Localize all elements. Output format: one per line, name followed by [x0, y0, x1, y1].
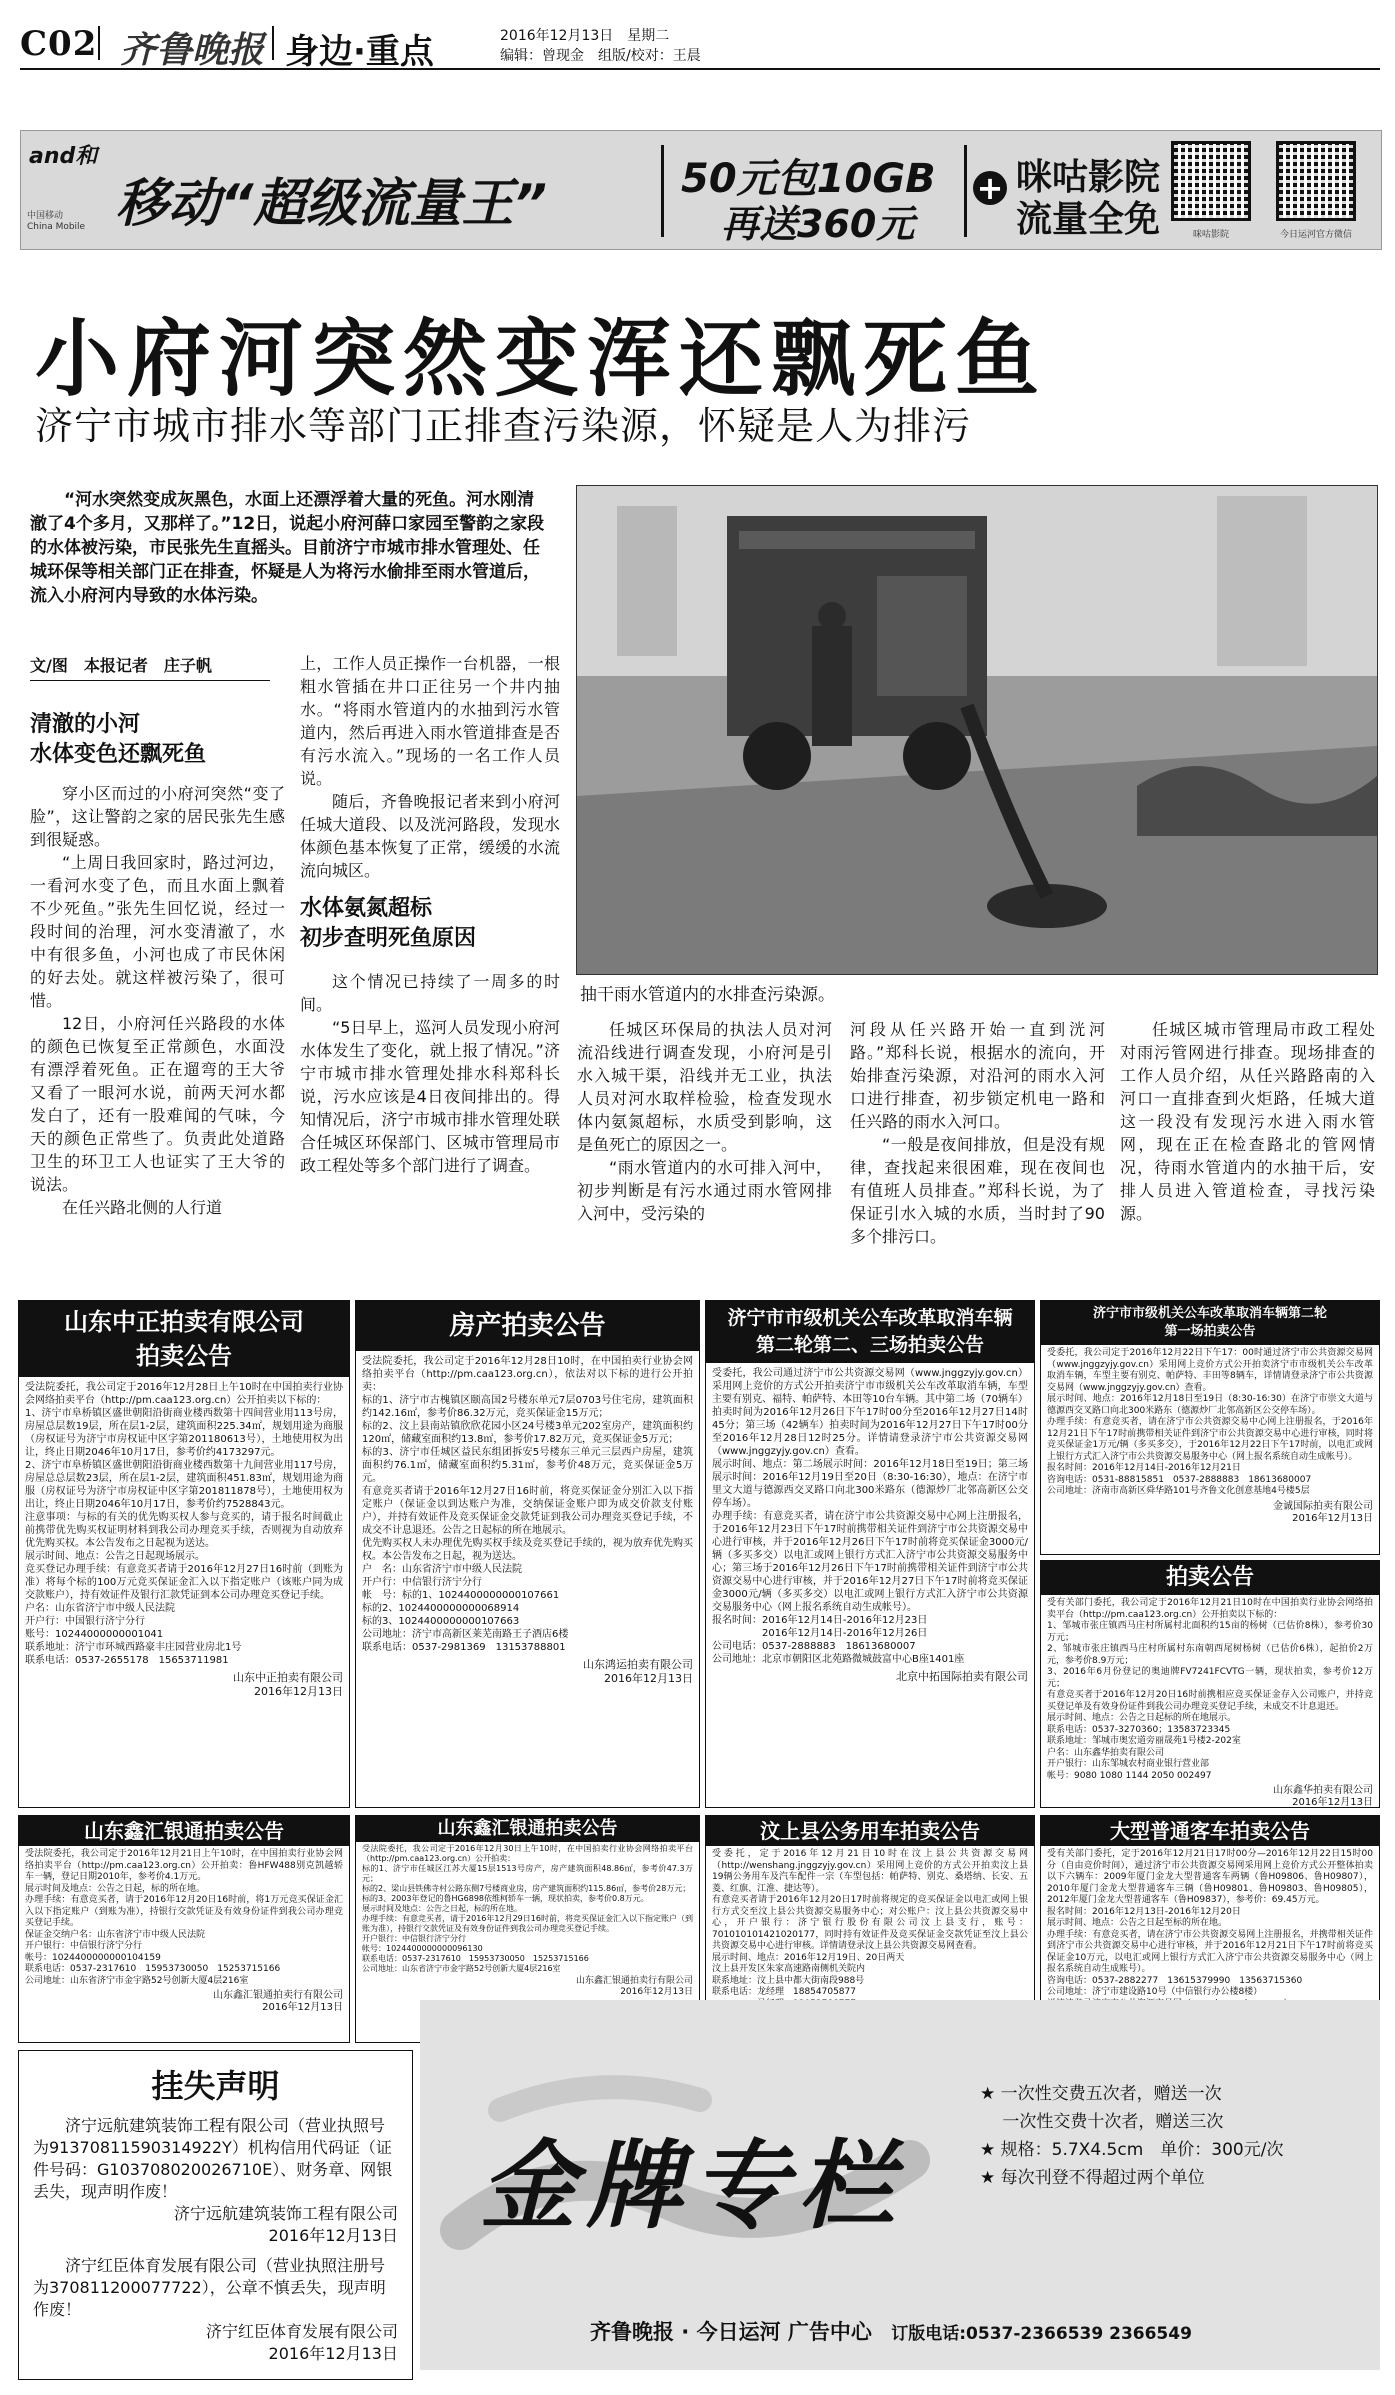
article-column-4 [850, 1018, 1105, 1248]
ad-title-line: 拍卖公告 [136, 1342, 232, 1370]
ad-zhongzheng-auction [18, 1300, 350, 1808]
ad-paragraph: 联系电话：0537-2655178 15653711981 [25, 1655, 229, 1666]
ad-sign-company: 山东鑫华拍卖有限公司 [1273, 1785, 1373, 1796]
ad-paragraph: 开户行：中国银行济宁分行 [25, 1616, 145, 1627]
ad-paragraph: 联系电话：0537-2317610 15953730050 15253715166 [25, 1964, 281, 1974]
qr-code-icon [1171, 141, 1251, 221]
ad-paragraph: 公司地址：山东省济宁市金宇路52号创新大厦4层216室 [25, 1975, 249, 1986]
ad-paragraph: 竞买登记办理手续：有意竞买者请于2016年12月27日16时前（到账为准）将每个标的100万元竞买保证金汇入以下指定账户（该账户同为成交款账户），持有效证件及银行汇款凭证到本公司办理竞买登记手续。 [25, 1564, 343, 1601]
lead-paragraph: “河水突然变成灰黑色，水面上还漂浮着大量的死鱼。河水刚清澈了4个多月，又那样了。”12日，说起小府河薛口家园至警韵之家段的水体被污染，市民张先生直摇头。目前济宁市城市排水管理处、任城环保等相关部门正在排查，怀疑是人为将污水偷排至雨水管道后，流入小府河内导致的水体污染。 [30, 490, 545, 606]
ad-paragraph: 标的1、济宁市古槐镇区颐高国2号楼东单元7层0703号住宅房，建筑面积约142.16㎡，参考价86.32万元，竞买保证金15万元； [362, 1395, 693, 1419]
news-photo [576, 485, 1378, 975]
page-header [20, 18, 1380, 70]
ad-sign-company: 山东鸿运拍卖有限公司 [583, 1658, 693, 1671]
paragraph: 12日，小府河任兴路段的水体的颜色已恢复至正常颜色，水面没有漂浮着死鱼。正在遛弯的王大爷又看了一眼河水说，前两天河水都发白了，还有一股难闻的气味，今天的颜色正常些了。负责此处道路卫生的环卫工人也证实了王大爷的说法。 [30, 1014, 285, 1194]
declaration-item: 济宁远航建筑装饰工程有限公司（营业执照号为91370811590314922Y）机构信用代码证（证件号码：G103708020026710E）、财务章、网银丢失，现声明作废！ [33, 2116, 393, 2201]
ad-title [706, 1301, 1034, 1363]
qr-code-icon [1276, 141, 1356, 221]
ad-sign-date: 2016年12月13日 [620, 1987, 693, 1997]
ad-perk-line1: 咪咕影院 [1016, 157, 1161, 198]
ad-paragraph: 受委托，我公司定于2016年12月22日下午17：00时通过济宁市公共资源交易网（www.jnggzyjy.gov.cn）采用网上竞价方式公开拍卖济宁市市级机关公车改革取消车辆，车型主要有别克、帕萨特、丰田等8辆车，详情请登录济宁市公共资源交易网（www.jnggzyjy.gov.cn）查看。 [1047, 1348, 1373, 1393]
ad-paragraph: 公司地址：山东省济宁市金宇路52号创新大厦4层216室 [362, 1964, 561, 1973]
ad-paragraph: 受有关部门委托，定于2016年12月21日17时00分—2016年12月22日15时00分（自由竞价时间），通过济宁市公共资源交易网采用网上竞价方式公开整体拍卖以下六辆车：2009年厦门金龙大型普通客车两辆（鲁H09806、鲁H09807），2010年厦门金龙大型普通客车三辆（鲁H09801、鲁H09803、鲁H09805），2012年厦门金龙大型普通客车（鲁H09837），参考价：69.45万元。 [1047, 1849, 1373, 1905]
ad-paragraph: 开户银行：中信银行济宁分行 [25, 1941, 143, 1951]
ad-center-name: 齐鲁晚报 · 今日运河 广告中心 [590, 2320, 872, 2344]
ad-body [19, 1846, 349, 1990]
ad-sign-company: 金诚国际拍卖有限公司 [1273, 1500, 1373, 1512]
ad-paragraph: 2016年12月14日-2016年12月26日 [712, 1628, 928, 1639]
plus-icon: + [973, 171, 1007, 205]
ad-offer-line2: 再送360元 [721, 202, 915, 246]
ad-sign-date: 2016年12月13日 [1292, 1797, 1373, 1808]
issue-date: 2016年12月13日 星期二 [500, 28, 670, 44]
declaration-item: 济宁红臣体育发展有限公司（营业执照注册号为370811200077722），公章不慎丢失，现声明作废！ [33, 2256, 386, 2319]
ad-sign-date: 2016年12月13日 [254, 1685, 343, 1698]
paragraph: “5日早上，巡河人员发现小府河水体发生了变化，就上报了情况。”济宁市城市排水管理处排水科郑科长说，污水应该是4日夜间排出的。得知情况后，济宁市城市排水管理处联合任城区环保部门、区城市管理局市政工程处等多个部门进行了调查。 [300, 1018, 560, 1175]
paragraph: “一般是夜间排放，但是没有规律，查找起来很困难，现在夜间也有值班人员排查。”郑科长说，为了保证引水入城的水质，当时封了90多个排污口。 [850, 1135, 1105, 1246]
ad-signature [356, 1658, 699, 1686]
page-number: C02 [20, 24, 98, 64]
ad-paragraph: 联系地址：汶上县中都大街南段988号 [712, 1975, 865, 1986]
ad-paragraph: 受法院委托，我公司定于2016年12月28日10时，在中国拍卖行业协会网络拍卖平台（http://pm.caa123.org.cn），依法对以下标的进行公开拍卖： [362, 1356, 693, 1393]
paragraph: “雨水管道内的水可排入河中，初步判断是有污水通过雨水管网排入河中，受污染的 [577, 1158, 832, 1223]
ad-paragraph: 受委托，定于2016年12月21日10时在汶上县公共资源交易网（http://wenshang.jnggzyjy.gov.cn）采用网上竞价的方式公开拍卖汶上县19辆公务用车及汽车配件一宗（车型包括：帕萨特、别克、桑塔纳、长安、五菱、红旗、江淮、捷达等）。 [712, 1849, 1028, 1894]
ad-title-line: 济宁市市级机关公车改革取消车辆第二轮 [1092, 1306, 1327, 1321]
qr-label: 咪咕影院 [1192, 230, 1229, 240]
header-divider [272, 26, 274, 60]
ad-title: 拍卖公告 [1041, 1561, 1379, 1595]
ad-paragraph: 联系地址：邹城市奥宏道旁丽晟苑1号楼2-202室 [1047, 1736, 1241, 1746]
ad-title: 房产拍卖公告 [356, 1301, 699, 1351]
booking-phone: 订版电话:0537-2366539 2366549 [891, 2324, 1192, 2344]
ad-paragraph: 咨询电话：0537-2882277 13615379990 13563715360 [1047, 1975, 1303, 1986]
ad-body [356, 1351, 699, 1658]
paragraph: 在任兴路北侧的人行道 [62, 1198, 223, 1217]
ad-paragraph: 展示时间及地点：公告之日起，标的所在地。 [25, 1883, 206, 1894]
ad-body [1041, 1345, 1379, 1501]
ad-paragraph: 报名时间：2016年12月14日-2016年12月23日 [712, 1615, 928, 1626]
term-item: ★ 规格：5.7X4.5cm 单价：300元/次 [980, 2140, 1284, 2160]
ad-paragraph: 有意竞买者请于2016年12月27日16时前，将竞买保证金分别汇入以下指定账户（保证金以到达账户为准，交纳保证金账户即为成交价款支付账户），并持有效证件及竞买保证金交款凭证到我公司办理竞买登记手续，不成交不计息退还。公告之日起标的所在地展示。 [362, 1486, 693, 1536]
ad-paragraph: 2、济宁市阜桥镇区盛世朝阳沿街商业楼西数第十九间营业用117号房，房屋总总层数23层，所在层1-2层，建筑面积451.83㎡，规划用途为商服（房权证号为济宁市房权证中区字第201811878号），土地使用权为出让，终止日期2046年10月17日，参考价约7528843元。 [25, 1460, 343, 1510]
ad-paragraph: 有意竞买者请于2016年12月20日17时前将规定的竞买保证金以电汇或网上银行方式交至汶上县公共资源交易服务中心；对公账户：汶上县公共资源交易中心，开户银行：济宁银行股份有限公司汶上县支行，账号：701010101421020177，同时持有效证件及竞买保证金交款凭证至汶上县公共资源交易中心进行审核。详情请登录汶上县公共资源交易网查看。 [712, 1895, 1028, 1951]
ad-paragraph: 展示时间、地点：公告之日起标的所在地展示。 [1047, 1713, 1237, 1723]
section-title: 身边·重点 [285, 32, 434, 72]
ad-paragraph: 注意事项：与标的有关的优先购买权人参与竞买的，请于报名时间截止前携带优先购买权证明材料到我公司办理竞买手续，否则视为自动放弃优先购买权。本公告发布之日起视为送达。 [25, 1512, 343, 1549]
ad-paragraph: 2、邹城市张庄镇西马庄村所属村东南朝西尾树杨树（已估价6株），起拍价2万元，参考价8.9万元； [1047, 1644, 1373, 1666]
ad-paragraph: 展示时间、地点：第二场展示时间：2016年12月18日至19日；第三场展示时间：2016年12月19日至20日（8:30-16:30），地点：在济宁市里文大道与德源西交叉路口向北300米路东（德源炒厂北邻高新区公交停车场）。 [712, 1459, 1028, 1509]
ad-paragraph: 公司地址：济宁市建设路10号（中信银行办公楼8楼） [1047, 1987, 1263, 1997]
ad-paragraph: 联系地址：济宁市环城西路豪丰庄园营业房北1号 [25, 1642, 242, 1653]
ad-sign-company: 山东鑫汇银通拍卖行有限公司 [575, 1976, 693, 1986]
ad-body [706, 1846, 1034, 2013]
article-lead [30, 488, 550, 608]
ad-paragraph: 公司地址：济宁市高新区莱芜南路王子酒店6楼 [362, 1629, 569, 1640]
ad-title: 汶上县公务用车拍卖公告 [706, 1816, 1034, 1846]
ad-sign-date: 2016年12月13日 [604, 1672, 693, 1685]
ad-paragraph: 办理手续：有意竞买者，请在济宁市公共资源交易中心网上注册报名，于2016年12月21日下午17时前携带相关证件到济宁市公共资源交易中心进行审核，同时将竞买保证金1万元/辆（多买多交），于2016年12月22日下午17时前，以电汇或网上银行方式汇入济宁市公共资源交易服务中心（网上报名系统自动生成帐号）。 [1047, 1417, 1373, 1462]
ad-title-line: 第一场拍卖公告 [1164, 1324, 1256, 1339]
term-item: ★ 每次刊登不得超过两个单位 [980, 2168, 1205, 2188]
ad-paragraph: 户名：山东鑫华拍卖有限公司 [1047, 1747, 1165, 1758]
ad-title [1041, 1301, 1379, 1345]
ad-paragraph: 办理手续：有意竞买者，请在济宁市公共资源交易网上注册报名，并携带相关证件到济宁市公共资源交易中心进行审核，并于2016年12月21日下午17时前将竞买保证金10万元，以电汇或网上银行方式汇入济宁市公共资源交易服务中心（网上报名系统自动生成账号）。 [1047, 1929, 1373, 1974]
ad-sign-company: 北京中拓国际拍卖有限公司 [896, 1670, 1028, 1683]
ad-paragraph: 1、济宁市阜桥镇区盛世朝阳沿街商业楼西数第十四间营业用113号房，房屋总层数19层，所在层1-2层，建筑面积225.34㎡，规划用途为商服（房权证号为济宁市房权证中区字第201180613号），土地使用权为出让，终止日期2046年10月17日，参考价约4173297元。 [25, 1408, 343, 1458]
byline: 文/图 本报记者 庄子帆 [30, 656, 212, 675]
ad-paragraph: 受法院委托，我公司定于2016年12月28日上午10时在中国拍卖行业协会网络拍卖平台（http://pm.caa123.org.cn）公开拍卖以下标的： [25, 1382, 343, 1406]
ad-sign-date: 2016年12月13日 [1292, 1512, 1373, 1524]
ad-title-line: 济宁市市级机关公车改革取消车辆 [727, 1307, 1013, 1329]
ad-sign-date: 2016年12月13日 [262, 2002, 343, 2013]
ad-property-auction [355, 1300, 700, 1808]
ad-paragraph: 3、2016年6月份登记的奥迪牌FV7241FCVTG一辆，现状拍卖，参考价12万元； [1047, 1667, 1373, 1689]
ad-title: 山东鑫汇银通拍卖公告 [19, 1816, 349, 1846]
declaration-sign: 济宁红臣体育发展有限公司 [205, 2322, 398, 2341]
ad-paragraph: 办理手续：有意竞买者，请在济宁市公共资源交易中心网上注册报名，于2016年12月23日下午17时前携带相关证件到济宁市公共资源交易中心进行审核，并于2016年12月26日下午17时前将竞买保证金3000元/辆（多买多交）以电汇或网上银行方式汇入济宁市公共资源交易服务中心；第三场于2016年12月26日下午17时前携带相关证件到济宁市公共资源交易中心进行审核，并于2016年12月27日下午17时前将竞买保证金3000元/辆（多买多交）以电汇或网上银行方式汇入济宁市公共资源交易服务中心（网上报名系统自动生成帐号）。 [712, 1511, 1028, 1613]
ad-paragraph: 优先购买权人未办理优先购买权手续及竞买登记手续的，视为放弃优先购买权。本公告发布之日起，视为送达。 [362, 1538, 693, 1562]
ad-paragraph: 咨询电话：0531-88815851 0537-2888883 18613680007 [1047, 1474, 1312, 1485]
gold-column-ad [420, 2000, 1380, 2370]
ad-paragraph: 展示时间、地点：公告之日起至标的所在地。 [1047, 1918, 1228, 1928]
ad-paragraph: 展示时间、地点：2016年12月19日、20日两天 [712, 1952, 905, 1963]
ad-paragraph: 帐号：1024400000000104159 [25, 1952, 161, 1963]
article-column-5 [1120, 1018, 1375, 1225]
subheading: 清澈的小河 水体变色还飘死鱼 [30, 712, 207, 767]
paragraph: 这个情况已持续了一周多的时间。 [300, 972, 560, 1014]
article-column-3 [577, 1018, 832, 1225]
declaration-date: 2016年12月13日 [268, 2344, 398, 2363]
ad-paragraph: 标的3、2003年登记的鲁HG6898依维柯轿车一辆，现状拍卖，参考价0.8万元。 [362, 1894, 649, 1903]
brand-name-en: China Mobile [27, 222, 86, 232]
ad-sign-company: 山东中正拍卖有限公司 [233, 1671, 343, 1684]
ad-title-line: 第二轮第二、三场拍卖公告 [755, 1334, 984, 1356]
ad-signature [1041, 1501, 1379, 1525]
photo-caption: 抽干雨水管道内的水排查污染源。 [580, 985, 835, 1005]
ad-paragraph: 受委托，我公司通过济宁市公共资源交易网（www.jnggzyjy.gov.cn）采用网上竞价的方式公开拍卖济宁市市级机关公车改革取消车辆，车型主要有别克、福特、帕萨特、本田等10台车辆。其中第二场（70辆车）拍卖时间为2016年12月26日下午17时00分至2016年12月27日14时45分；第三场（42辆车）拍卖时间为2016年12月27日下午17时00分至2016年12月28日12时25分。详情请登录济宁市公共资源交易网（www.jnggzyjy.gov.cn）查看。 [712, 1368, 1028, 1457]
ad-paragraph: 联系电话：0537-2317610 15953730050 15253715166 [362, 1954, 589, 1963]
ad-paragraph: 标的2、1024400000000068914 [362, 1603, 520, 1614]
header-divider [98, 26, 100, 60]
ad-paragraph: 展示时间及地点：公告之日起，标的所在地。 [362, 1904, 522, 1913]
paragraph: “上周日我回家时，路过河边，一看河水变了色，而且水面上飘着不少死鱼。”张先生回忆说，经过一段时间的治理，河水变清澈了，水中有很多鱼，小河也成了市民休闲的好去处。就这样被污染了，很可惜。 [30, 853, 285, 1010]
ad-title: 大型普通客车拍卖公告 [1041, 1816, 1379, 1846]
article-headline: 小府河突然变浑还飘死鱼 [35, 309, 1048, 408]
ad-paragraph: 标的2、汶上县南站镇欣欣花园小区24号楼3单元202室房产，建筑面积约120㎡，储藏室面积约13.8㎡，参考价17.82万元，竞买保证金5万元； [362, 1421, 693, 1445]
ad-signature [19, 1990, 349, 2014]
ad-body [706, 1363, 1034, 1670]
ad-signature [356, 1976, 699, 1998]
gold-column-terms [980, 2080, 1283, 2192]
paragraph: 任城区环保局的执法人员对河流沿线进行调查发现，小府河是引水入城干渠，沿线并无工业，执法人员对河水取样检验，检查发现水体内氨氮超标，水质受到影响，这是鱼死亡的原因之一。 [577, 1020, 832, 1154]
paragraph: 上，工作人员正操作一台机器，一根粗水管插在井口正往另一个井内抽水。“将雨水管道内的水抽到污水管道内，然后再进入雨水管道排查是否有污水流入。”现场的一名工作人员说。 [300, 654, 560, 788]
ad-paragraph: 帐号：1024400000000096130 [362, 1944, 483, 1953]
ad-title [19, 1301, 349, 1377]
paragraph: 穿小区而过的小府河突然“变了脸”，这让警韵之家的居民张先生感到很疑惑。 [30, 784, 285, 849]
ad-auction-notice [1040, 1560, 1380, 1808]
byline-rule [30, 680, 270, 681]
ad-paragraph: 开户银行：中信银行济宁分行 [362, 1934, 466, 1943]
ad-paragraph: 报名时间：2016年12月13日-2016年12月20日 [1047, 1906, 1241, 1917]
ad-paragraph: 有意竞买者于2016年12月20日16时前携相应竞买保证金存入公司账户，并持竞买登记单及有效身份证件到我公司办理竞买登记手续，未成交不计息退还。 [1047, 1690, 1373, 1712]
ad-paragraph: 户名：山东省济宁市中级人民法院 [25, 1603, 175, 1614]
ad-paragraph: 标的2、梁山县铁佛寺村公路东侧7号楼商业房，房产建筑面积约115.86㎡，参考价28万元； [362, 1884, 691, 1893]
declaration-title: 挂失声明 [151, 2067, 280, 2105]
ad-paragraph: 受法院委托，我公司定于2016年12月30日上午10时，在中国拍卖行业协会网络拍卖平台（http://pm.caa123.org.cn）公开拍卖： [362, 1844, 693, 1863]
ad-paragraph: 标的1、济宁市任城区江苏大厦15层1513号房产，房产建筑面积48.86㎡，参考价47.3万元； [362, 1864, 693, 1883]
ad-paragraph: 公司地址：济南市高新区舜华路101号齐鲁文化创意基地4号楼5层 [1047, 1486, 1310, 1496]
ad-paragraph: 受有关部门委托，我公司定于2016年12月21日10时在中国拍卖行业协会网络拍卖平台（http://pm.caa123.org.cn）公开拍卖以下标的： [1047, 1598, 1373, 1620]
ad-paragraph: 帐 号：标的1、1024400000000107661 [362, 1590, 560, 1601]
ad-paragraph: 联系电话：0537-2981369 13153788801 [362, 1642, 566, 1653]
ad-signature [19, 1671, 349, 1699]
ad-paragraph: 联系电话：0537-3270360；13583723345 [1047, 1724, 1231, 1735]
ad-paragraph: 账号：10244000000001041 [25, 1629, 164, 1640]
ad-sign-company: 山东鑫汇银通拍卖行有限公司 [213, 1990, 343, 2001]
ad-paragraph: 办理手续：有意竞买者，请于2016年12月20日16时前，将1万元竞买保证金汇入以下指定账户（到账为准），持银行交款凭证及有效身份证件到我公司办理竞买登记手续。 [25, 1895, 343, 1928]
ad-body [356, 1842, 699, 1976]
ad-paragraph: 帐号：9080 1080 1144 2050 002497 [1047, 1770, 1212, 1781]
loss-declaration [18, 2050, 413, 2380]
declaration-date: 2016年12月13日 [268, 2226, 398, 2245]
editor-credit: 编辑：曾现金 组版/校对：王晨 [500, 48, 701, 64]
term-item: ★ 一次性交费五次者，赠送一次 [980, 2084, 1222, 2104]
article-column-1 [30, 710, 285, 1219]
declaration-sign: 济宁远航建筑装饰工程有限公司 [173, 2204, 398, 2223]
paragraph: 随后，齐鲁晚报记者来到小府河任城大道段、以及洸河路段，发现水体颜色基本恢复了正常，缓缓的水流流向城区。 [300, 792, 560, 880]
gold-column-title: 金牌专栏 [480, 2129, 904, 2242]
article-column-2 [300, 652, 560, 1177]
qr-label: 今日运河官方微信 [1279, 230, 1352, 240]
pump-machine-photo [577, 486, 1377, 974]
ad-xinhui-auction-1 [18, 1815, 350, 2043]
ad-title-line: 山东中正拍卖有限公司 [64, 1308, 304, 1336]
ad-body [19, 1377, 349, 1671]
paragraph: 河段从任兴路开始一直到洸河路。”郑科长说，根据水的流向，开始排查污染源，对沿河的雨水入河口进行排查，初步锁定机电一路和任兴路的雨水入河口。 [850, 1020, 1105, 1131]
ad-paragraph: 标的3、1024400000000107663 [362, 1616, 520, 1627]
header-meta [500, 26, 701, 66]
ad-signature [1041, 1785, 1379, 1808]
ad-paragraph: 受法院委托，我公司定于2016年12月21日上午10时，在中国拍卖行业协会网络拍卖平台（http://pm.caa123.org.cn）公开拍卖：鲁HFW488别克凯越轿车一辆，登记日期2010年，参考价4.1万元。 [25, 1849, 343, 1882]
ad-headline: 移动“超级流量王” [116, 174, 547, 234]
ad-body [1041, 1846, 1379, 2013]
ad-paragraph: 联系电话：龙经理 18854705877 [712, 1987, 856, 1997]
gold-column-footer [590, 2316, 1192, 2346]
mobile-ad-banner [20, 130, 1382, 250]
ad-paragraph: 公司电话：0537-2888883 18613680007 [712, 1641, 916, 1652]
ad-signature [706, 1670, 1034, 1684]
china-mobile-logo [27, 211, 85, 233]
ad-paragraph: 标的3、济宁市任城区益民东组团拆安5号楼东三单元三层西户房屋，建筑面积约76.1㎡，储藏室面积约5.31㎡，参考价48万元，竞买保证金5万元。 [362, 1447, 693, 1484]
ad-paragraph: 开户银行：山东邹城农村商业银行营业部 [1047, 1759, 1210, 1769]
ad-paragraph: 展示时间、地点：公告之日起现场展示。 [25, 1551, 205, 1562]
ad-paragraph: 展示时间、地点：2016年12月18日至19日（8:30-16:30）在济宁市崇文大道与德源西交叉路口向北300米路东（德源炒厂北邻高新区公交停车场）。 [1047, 1394, 1373, 1416]
subheading: 水体氨氮超标 初步查明死鱼原因 [300, 896, 477, 951]
paragraph: 任城区城市管理局市政工程处对雨污管网进行排查。现场排查的工作人员介绍，从任兴路路南的入河口一直排查到火炬路，任城大道这一段没有发现污水进入雨水管网，现在正在检查路北的管网情况，待雨水管道内的水抽干后，安排人员进入管道检查，寻找污染源。 [1120, 1020, 1375, 1223]
ad-perk-line2: 流量全免 [1016, 199, 1161, 240]
newspaper-logo: 齐鲁晚报 [120, 29, 265, 71]
ad-official-car-auction-round2 [1040, 1300, 1380, 1555]
term-item: 一次性交费十次者，赠送三次 [980, 2112, 1224, 2132]
ad-paragraph: 保证金交纳户名：山东省济宁市中级人民法院 [25, 1929, 206, 1940]
ad-title: 山东鑫汇银通拍卖公告 [356, 1816, 699, 1842]
ad-paragraph: 开户行：中信银行济宁分行 [362, 1577, 482, 1588]
and-logo: and和 [29, 144, 98, 169]
ad-official-car-auction [705, 1300, 1035, 1808]
article-subheadline: 济宁市城市排水等部门正排查污染源，怀疑是人为排污 [35, 404, 972, 448]
ad-paragraph: 办理手续：有意竞买者，请于2016年12月29日16时前，将竞买保证金汇入以下指定账户（到账为准），持银行交款凭证及有效身份证件到我公司办理竞买登记手续。 [362, 1914, 693, 1933]
ad-offer-line1: 50元包10GB [681, 156, 936, 202]
ad-paragraph: 户 名：山东省济宁市中级人民法院 [362, 1564, 522, 1575]
ad-body [1041, 1595, 1379, 1785]
ad-paragraph: 报名时间：2016年12月14日-2016年12月21日 [1047, 1463, 1241, 1473]
ad-paragraph: 1、邹城市张庄镇西马庄村所属村北面积约15亩的杨树（已估价8株），参考价30万元； [1047, 1621, 1373, 1643]
ad-paragraph: 公司地址：北京市朝阳区北苑路微城鼓富中心B座1401座 [712, 1654, 965, 1665]
brand-name: 中国移动 [27, 211, 64, 221]
ad-paragraph: 汶上县开发区朱家高速路南侧机关院内 [712, 1964, 866, 1974]
